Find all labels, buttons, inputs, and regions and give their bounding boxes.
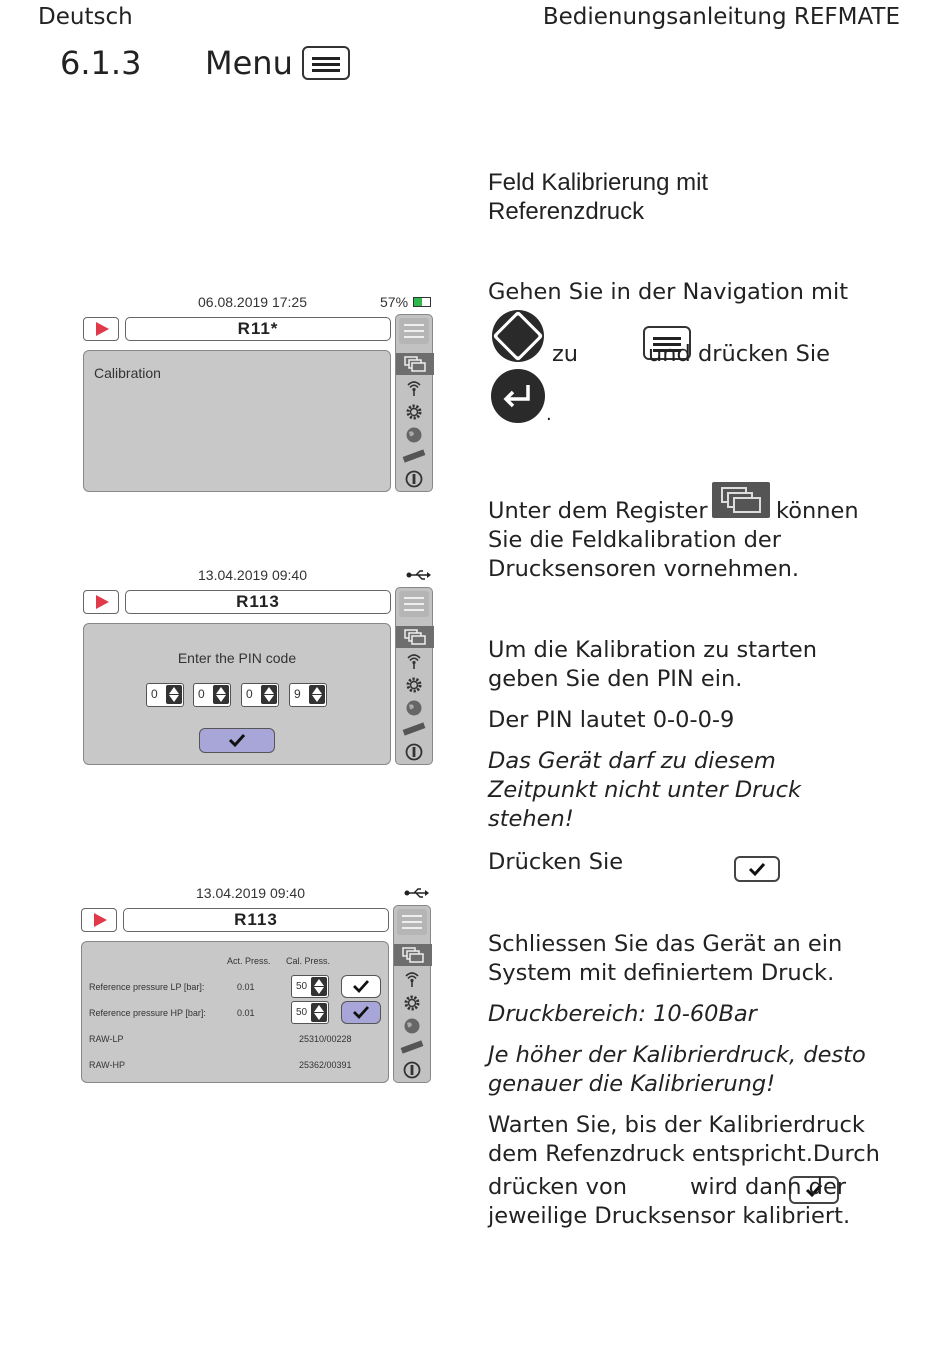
calibration-hp-value: 50: [296, 1007, 308, 1018]
screen-datetime: 13.04.2019 09:40: [196, 885, 305, 901]
side-menu: [393, 905, 431, 1083]
menu-icon: [302, 46, 350, 80]
screen-datetime: 13.04.2019 09:40: [198, 567, 307, 583]
calibrate-hp-button[interactable]: [341, 1001, 381, 1024]
pin-digit-4[interactable]: [289, 683, 327, 707]
pin-digit-1[interactable]: [146, 683, 184, 707]
battery-icon: [413, 297, 431, 307]
globe-icon[interactable]: [405, 699, 423, 717]
raw-hp-value: 25362/00391: [299, 1060, 352, 1070]
section-title: Menu: [205, 44, 293, 82]
menu-tab-icon[interactable]: [397, 909, 427, 935]
device-screen-pin: [80, 565, 436, 769]
content-panel: [83, 623, 391, 765]
nav-und-text: und drücken Sie: [648, 341, 830, 367]
navigation-pad-icon: [490, 308, 546, 364]
wait-instruction: Warten Sie, bis der Kalibrierdruck dem Refenzdruck entspricht.Durch: [488, 1112, 880, 1167]
menu-tab-icon[interactable]: [399, 591, 429, 617]
screen-title: R113: [125, 590, 391, 614]
pin-digit-value: 0: [198, 687, 205, 701]
enter-button-icon: [490, 368, 546, 424]
info-icon[interactable]: [403, 1061, 421, 1079]
settings-icon[interactable]: [403, 994, 421, 1012]
column-calibration-pressure: Cal. Press.: [286, 956, 331, 966]
side-menu: [395, 587, 433, 765]
usb-icon: [406, 569, 432, 581]
settings-icon[interactable]: [405, 676, 423, 694]
nav-period: .: [546, 404, 552, 425]
actual-hp-value: 0.01: [237, 1008, 255, 1018]
register-text-a: Unter dem Register: [488, 498, 708, 524]
ruler-icon[interactable]: [400, 1040, 424, 1054]
content-panel: [81, 941, 389, 1083]
calibration-tab-icon: [712, 482, 770, 518]
ruler-icon[interactable]: [402, 449, 426, 463]
nav-instruction: Gehen Sie in der Navigation mit: [488, 279, 849, 305]
content-panel: [83, 350, 391, 492]
device-screen-reference-pressure: [78, 883, 434, 1087]
ruler-icon[interactable]: [402, 722, 426, 736]
calibration-label[interactable]: Calibration: [94, 365, 161, 381]
side-menu: [395, 314, 433, 492]
play-button[interactable]: [81, 908, 117, 932]
press-text: Drücken Sie: [488, 849, 624, 875]
pin-digit-value: 0: [246, 687, 253, 701]
device-screen-calibration: [80, 292, 436, 496]
calibrate-lp-button[interactable]: [341, 975, 381, 998]
register-text-b: können: [776, 498, 859, 524]
pressure-range: Druckbereich: 10-60Bar: [488, 1001, 757, 1027]
pressure-warning: Das Gerät darf zu diesem Zeitpunkt nicht unter Druck stehen!: [488, 748, 802, 832]
raw-hp-label: RAW-HP: [89, 1060, 125, 1070]
pin-prompt: Enter the PIN code: [177, 650, 297, 666]
screen-title: R11*: [125, 317, 391, 341]
pin-digit-value: 9: [294, 687, 301, 701]
settings-icon[interactable]: [405, 403, 423, 421]
calibration-tab[interactable]: [396, 353, 434, 375]
calibration-hp-input[interactable]: [291, 1001, 329, 1024]
info-icon[interactable]: [405, 743, 423, 761]
globe-icon[interactable]: [405, 426, 423, 444]
battery-level: 57%: [380, 294, 409, 310]
calibration-lp-input[interactable]: [291, 975, 329, 998]
reference-hp-label: Reference pressure HP [bar]:: [89, 1008, 206, 1018]
calibration-heading: Feld Kalibrierung mit Referenzdruck: [488, 169, 709, 225]
screen-title: R113: [123, 908, 389, 932]
menu-tab-icon[interactable]: [399, 318, 429, 344]
calibration-lp-value: 50: [296, 981, 308, 992]
press-by-text-a: drücken von: [488, 1174, 627, 1200]
pin-code-text: Der PIN lautet 0-0-0-9: [488, 707, 735, 733]
wireless-icon[interactable]: [405, 652, 423, 670]
play-button[interactable]: [83, 590, 119, 614]
usb-icon: [404, 887, 430, 899]
nav-zu-text: zu: [552, 341, 579, 367]
pin-instruction: Um die Kalibration zu starten geben Sie den PIN ein.: [488, 637, 818, 692]
raw-lp-value: 25310/00228: [299, 1034, 352, 1044]
screen-datetime: 06.08.2019 17:25: [198, 294, 307, 310]
reference-lp-label: Reference pressure LP [bar]:: [89, 982, 205, 992]
register-text-c: Sie die Feldkalibration der Drucksensoren vornehmen.: [488, 527, 800, 582]
header-manual-title: Bedienungsanleitung REFMATE: [542, 4, 900, 30]
calibration-tab[interactable]: [396, 626, 434, 648]
confirm-pin-button[interactable]: [199, 728, 275, 753]
check-button-icon: [734, 856, 780, 882]
header-language: Deutsch: [38, 4, 133, 30]
wireless-icon[interactable]: [405, 379, 423, 397]
actual-lp-value: 0.01: [237, 982, 255, 992]
press-by-text-c: jeweilige Drucksensor kalibriert.: [488, 1203, 851, 1229]
section-number: 6.1.3: [60, 44, 142, 82]
pin-digit-3[interactable]: [241, 683, 279, 707]
globe-icon[interactable]: [403, 1017, 421, 1035]
press-by-text-b: wird dann der: [690, 1174, 847, 1200]
pin-digit-2[interactable]: [193, 683, 231, 707]
column-actual-pressure: Act. Press.: [227, 956, 271, 966]
info-icon[interactable]: [405, 470, 423, 488]
raw-lp-label: RAW-LP: [89, 1034, 124, 1044]
pin-digit-value: 0: [151, 687, 158, 701]
calibration-tab[interactable]: [394, 944, 432, 966]
calibration-tip: Je höher der Kalibrierdruck, desto genauer die Kalibrierung!: [488, 1042, 866, 1097]
play-button[interactable]: [83, 317, 119, 341]
wireless-icon[interactable]: [403, 970, 421, 988]
connect-instruction: Schliessen Sie das Gerät an ein System mit definiertem Druck.: [488, 931, 843, 986]
